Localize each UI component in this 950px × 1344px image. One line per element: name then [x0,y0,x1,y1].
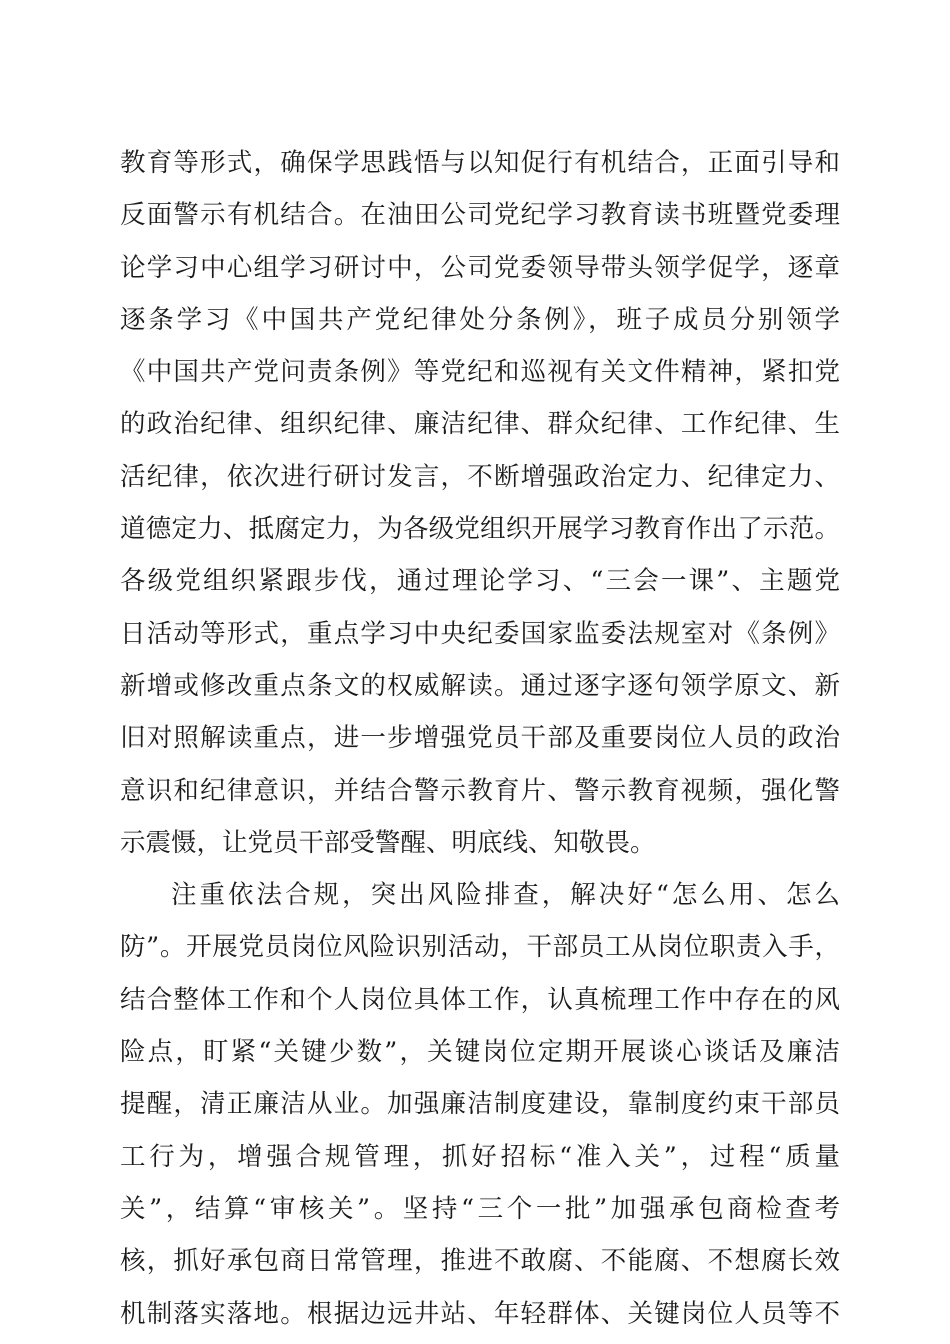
text-line: 工行为，增强合规管理，抓好招标“准入关”，过程“质量 [120,1141,840,1172]
text-line: 教育等形式，确保学思践悟与以知促行有机结合，正面引导和 [120,148,840,178]
text-line: 的政治纪律、组织纪律、廉洁纪律、群众纪律、工作纪律、生 [120,409,840,440]
text-line: 机制落实落地。根据边远井站、年轻群体、关键岗位人员等不 [120,1298,840,1329]
body-text [120,137,840,1340]
paragraph-1 [120,137,840,869]
text-line: 旧对照解读重点，进一步增强党员干部及重要岗位人员的政治 [120,723,840,754]
text-line: 核，抓好承包商日常管理，推进不敢腐、不能腐、不想腐长效 [120,1246,840,1277]
text-line: 道德定力、抵腐定力，为各级党组织开展学习教育作出了示范。 [120,514,840,545]
paragraph-2 [120,869,840,1340]
text-line: 活纪律，依次进行研讨发言，不断增强政治定力、纪律定力、 [120,461,840,492]
text-line: 注重依法合规，突出风险排查，解决好“怎么用、怎么 [171,880,840,911]
text-line: 各级党组织紧跟步伐，通过理论学习、“三会一课”、主题党 [120,566,840,597]
text-line: 提醒，清正廉洁从业。加强廉洁制度建设，靠制度约束干部员 [120,1089,840,1120]
text-line: 《中国共产党问责条例》等党纪和巡视有关文件精神，紧扣党 [120,357,840,388]
text-line: 结合整体工作和个人岗位具体工作，认真梳理工作中存在的风 [120,984,840,1015]
text-line: 反面警示有机结合。在油田公司党纪学习教育读书班暨党委理 [120,200,840,231]
text-line: 险点，盯紧“关键少数”，关键岗位定期开展谈心谈话及廉洁 [120,1037,840,1068]
text-line: 意识和纪律意识，并结合警示教育片、警示教育视频，强化警 [120,775,840,806]
text-line: 论学习中心组学习研讨中，公司党委领导带头领学促学，逐章 [120,252,840,283]
text-line: 关”，结算“审核关”。坚持“三个一批”加强承包商检查考 [120,1193,840,1224]
text-line: 示震慑，让党员干部受警醒、明底线、知敬畏。 [120,827,656,858]
text-line: 逐条学习《中国共产党纪律处分条例》，班子成员分别领学 [120,304,840,335]
text-line: 防”。开展党员岗位风险识别活动，干部员工从岗位职责入手， [120,932,840,963]
text-line: 日活动等形式，重点学习中央纪委国家监委法规室对《条例》 [120,618,840,649]
text-line: 新增或修改重点条文的权威解读。通过逐字逐句领学原文、新 [120,670,840,701]
